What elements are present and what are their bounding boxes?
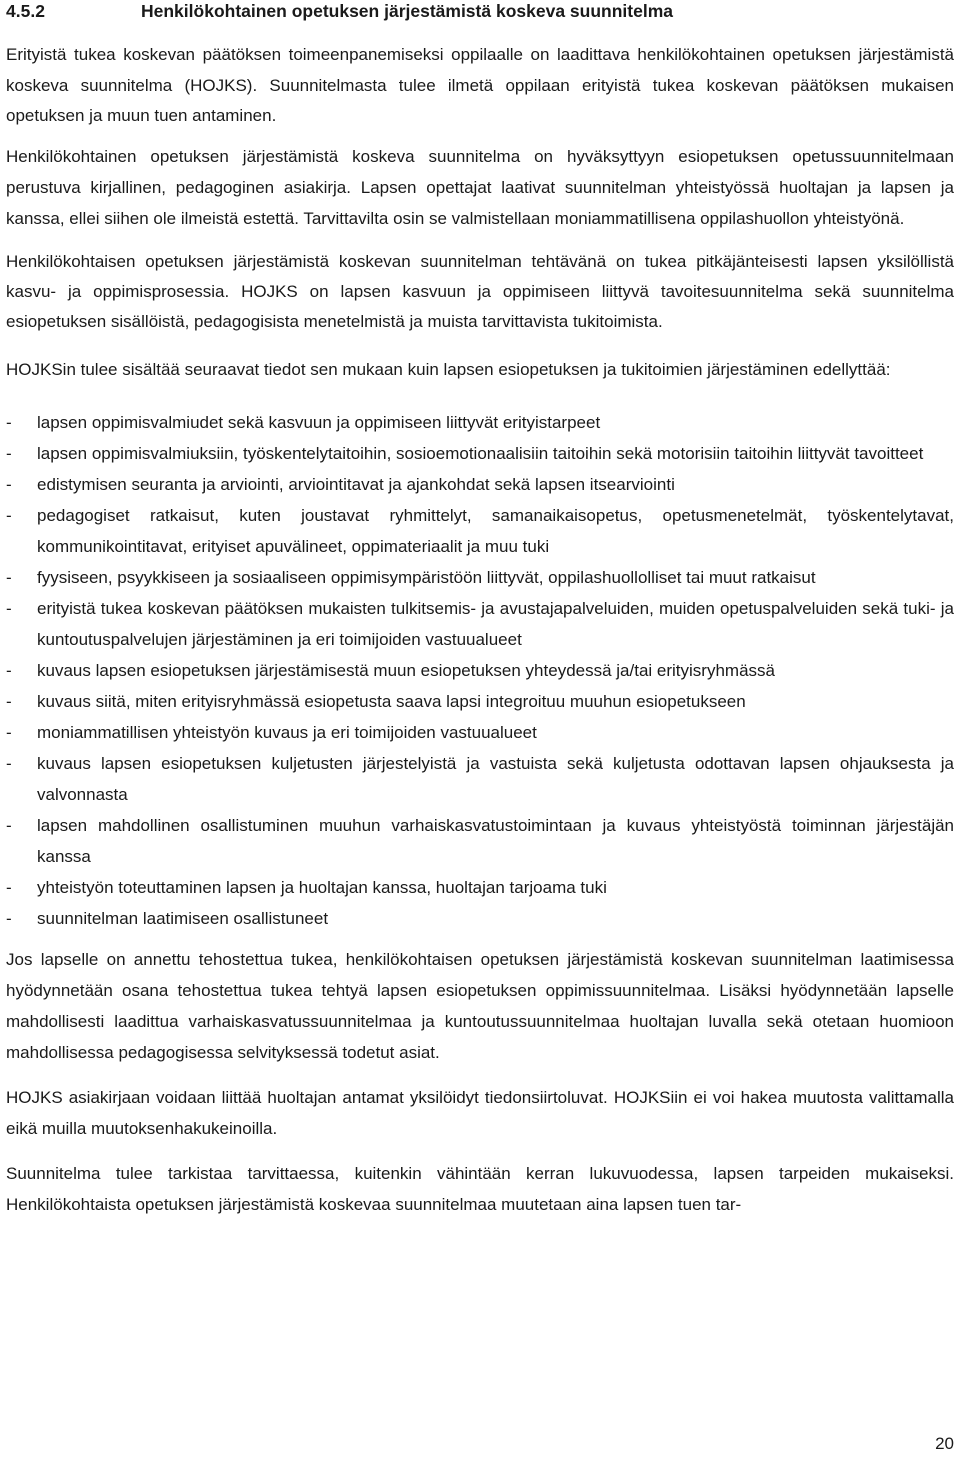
list-item: - lapsen oppimisvalmiuksiin, työskentelytaitoihin, sosioemotionaalisiin taitoihin sekä motorisiin taitoihin liittyvät tavoitteet xyxy=(6,438,954,469)
list-item: - moniammatillisen yhteistyön kuvaus ja eri toimijoiden vastuualueet xyxy=(6,717,954,748)
paragraph-purpose: Henkilökohtaisen opetuksen järjestämistä koskevan suunnitelman tehtävänä on tukea pitkäjänteisesti lapsen yksilöllistä kasvu- ja oppimisprosessia. HOJKS on lapsen kasvuun ja oppimiseen liittyvä tavoitesuunnitelma sekä suunnitelma esiopetuksen sisällöistä, pedagogisista menetelmistä ja muista tarvittavista tukitoimista. xyxy=(6,251,954,331)
paragraph-attachments: HOJKS asiakirjaan voidaan liittää huoltajan antamat yksilöidyt tiedonsiirtoluvat. HOJKSiin ei voi hakea muutosta valittamalla eikä muilla muutoksenhakukeinoilla. xyxy=(6,1087,954,1138)
paragraph-definition: Henkilökohtainen opetuksen järjestämistä koskeva suunnitelma on hyväksyttyyn esiopetuksen opetussuunnitelmaan perustuva kirjallinen, pedagoginen asiakirja. Lapsen opettajat laativat suunnitelman yhteistyössä huoltajan ja lapsen ja kanssa, ellei siihen ole ilmeistä estettä. Tarvittavilta osin se valmistellaan moniammatillisena oppilashuollon yhteistyönä. xyxy=(6,146,954,228)
list-dash: - xyxy=(6,598,12,618)
section-number: 4.5.2 xyxy=(6,1,45,21)
list-item: - yhteistyön toteuttaminen lapsen ja huoltajan kanssa, huoltajan tarjoama tuki xyxy=(6,872,954,903)
list-item: - fyysiseen, psyykkiseen ja sosiaaliseen oppimisympäristöön liittyvät, oppilashuollolliset tai muut ratkaisut xyxy=(6,562,954,593)
list-dash: - xyxy=(6,908,12,928)
list-item: - lapsen mahdollinen osallistuminen muuhun varhaiskasvatustoimintaan ja kuvaus yhteistyöstä toiminnan järjestäjän kanssa xyxy=(6,810,954,872)
list-item: - edistymisen seuranta ja arviointi, arviointitavat ja ajankohdat sekä lapsen itsearviointi xyxy=(6,469,954,500)
paragraph-contents-lead: HOJKSin tulee sisältää seuraavat tiedot sen mukaan kuin lapsen esiopetuksen ja tukitoimien järjestäminen edellyttää: xyxy=(6,359,891,379)
paragraph-intro: Erityistä tukea koskevan päätöksen toimeenpanemiseksi oppilaalle on laadittava henkilökohtainen opetuksen järjestämistä koskeva suunnitelma (HOJKS). Suunnitelmasta tulee ilmetä oppilaan erityistä tukea koskevan päätöksen mukaisen opetuksen ja muun tuen antaminen. xyxy=(6,45,954,125)
list-item: - suunnitelman laatimiseen osallistuneet xyxy=(6,903,954,934)
list-item: - lapsen oppimisvalmiudet sekä kasvuun ja oppimiseen liittyvät erityistarpeet xyxy=(6,407,954,438)
section-heading xyxy=(6,0,954,28)
list-dash: - xyxy=(6,691,12,711)
list-dash: - xyxy=(6,815,12,835)
list-dash: - xyxy=(6,877,12,897)
list-dash: - xyxy=(6,567,12,587)
page-number: 20 xyxy=(935,1434,954,1453)
list-dash: - xyxy=(6,474,12,494)
list-item: - kuvaus siitä, miten erityisryhmässä esiopetusta saava lapsi integroituu muuhun esiopetukseen xyxy=(6,686,954,717)
list-dash: - xyxy=(6,412,12,432)
contents-list xyxy=(6,407,954,934)
section-title: Henkilökohtainen opetuksen järjestämistä koskeva suunnitelma xyxy=(141,1,673,21)
list-item: - kuvaus lapsen esiopetuksen järjestämisestä muun esiopetuksen yhteydessä ja/tai erityisryhmässä xyxy=(6,655,954,686)
list-item: - pedagogiset ratkaisut, kuten joustavat ryhmittelyt, samanaikaisopetus, opetusmenetelmät, työskentelytavat, kommunikointitavat, erityiset apuvälineet, oppimateriaalit ja muu tuki xyxy=(6,500,954,562)
list-dash: - xyxy=(6,753,12,773)
list-item: - kuvaus lapsen esiopetuksen kuljetusten järjestelyistä ja vastuista sekä kuljetusta odottavan lapsen ohjauksesta ja valvonnasta xyxy=(6,748,954,810)
list-dash: - xyxy=(6,443,12,463)
list-item: - erityistä tukea koskevan päätöksen mukaisten tulkitsemis- ja avustajapalveluiden, muiden opetuspalveluiden sekä tuki- ja kuntoutuspalvelujen järjestäminen ja eri toimijoiden vastuualueet xyxy=(6,593,954,655)
list-dash: - xyxy=(6,660,12,680)
list-dash: - xyxy=(6,505,12,525)
paragraph-enhanced-support: Jos lapselle on annettu tehostettua tukea, henkilökohtaisen opetuksen järjestämistä koskevan suunnitelman laatimisessa hyödynnetään osana tehostettua tukea tehtyä lapsen esiopetuksen oppimissuunnitelmaa. Lisäksi hyödynnetään lapselle mahdollisesti laadittua varhaiskasvatussuunnitelmaa ja kuntoutussuunnitelmaa huoltajan luvalla sekä otetaan huomioon mahdollisessa pedagogisessa selvityksessä todetut asiat. xyxy=(6,949,954,1062)
list-dash: - xyxy=(6,722,12,742)
paragraph-review: Suunnitelma tulee tarkistaa tarvittaessa, kuitenkin vähintään kerran lukuvuodessa, lapsen tarpeiden mukaiseksi. Henkilökohtaista opetuksen järjestämistä koskevaa suunnitelmaa muutetaan aina lapsen tuen tar- xyxy=(6,1163,954,1214)
